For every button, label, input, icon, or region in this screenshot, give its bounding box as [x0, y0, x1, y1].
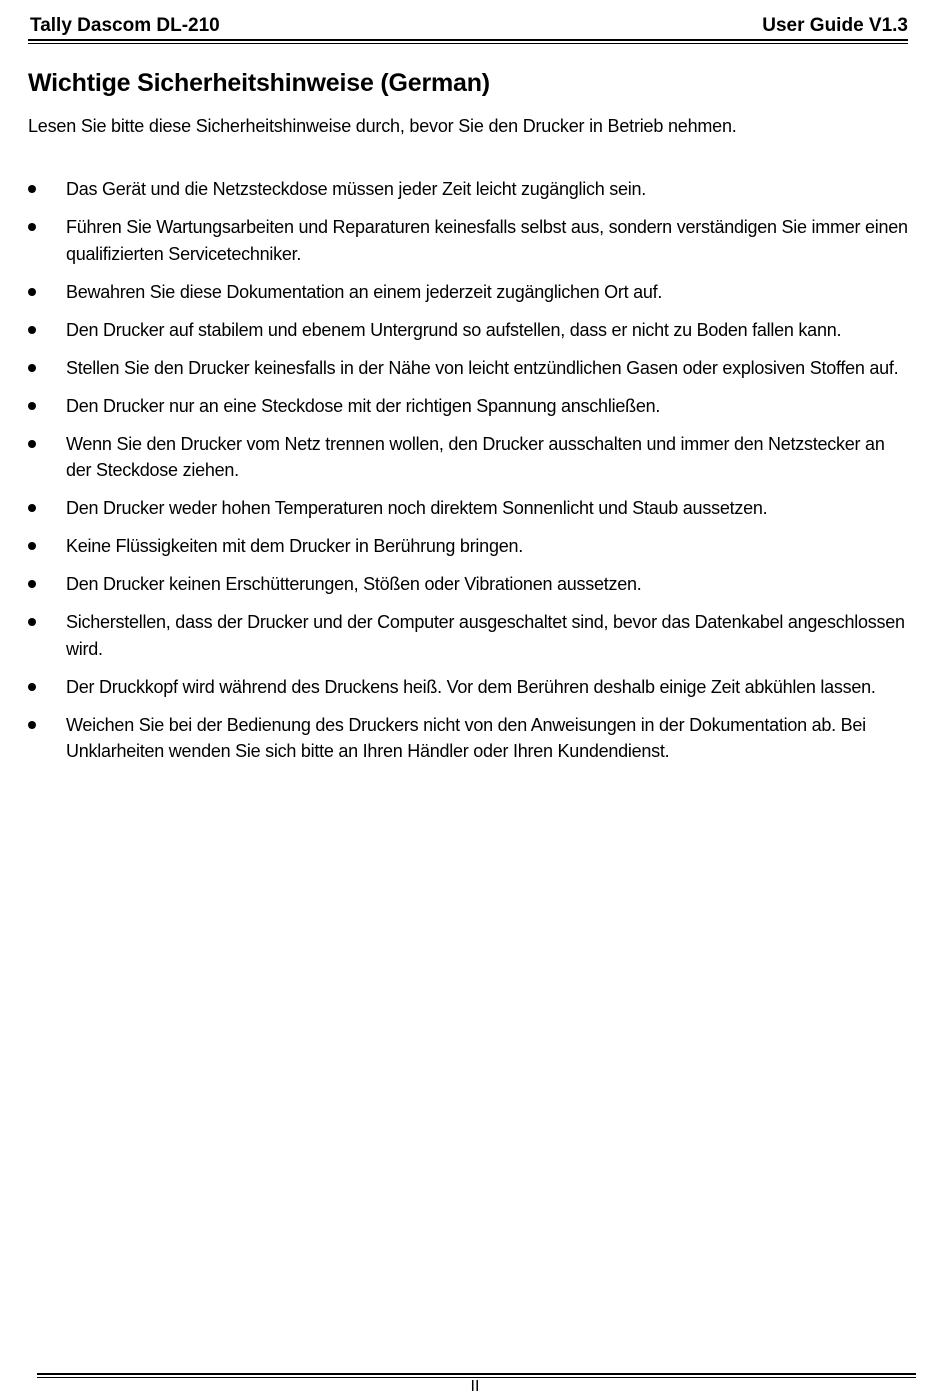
list-item	[28, 214, 914, 267]
list-item-text: Wenn Sie den Drucker vom Netz trennen wollen, den Drucker ausschalten und immer den Netzstecker an der Steckdose ziehen.	[66, 433, 885, 480]
list-item	[28, 355, 914, 382]
list-item-text: Stellen Sie den Drucker keinesfalls in der Nähe von leicht entzündlichen Gasen oder explosiven Stoffen auf.	[66, 357, 899, 378]
list-item	[28, 393, 914, 420]
intro-paragraph: Lesen Sie bitte diese Sicherheitshinweise durch, bevor Sie den Drucker in Betrieb nehmen.	[28, 116, 737, 136]
list-item	[28, 571, 914, 598]
header-product-name: Tally Dascom DL-210	[30, 15, 220, 36]
bullet-icon	[28, 618, 36, 626]
safety-instructions-list	[28, 176, 914, 776]
list-item-text: Den Drucker keinen Erschütterungen, Stößen oder Vibrationen aussetzen.	[66, 574, 642, 594]
bullet-icon	[28, 683, 36, 691]
bullet-icon	[28, 326, 36, 334]
list-item-text: Weichen Sie bei der Bedienung des Druckers nicht von den Anweisungen in der Dokumentation ab. Bei Unklarheiten wenden Sie sich bitte an Ihren Händler oder Ihren Kundendienst.	[66, 714, 866, 761]
list-item	[28, 495, 914, 522]
header-divider	[28, 39, 908, 44]
page-number: II	[470, 1378, 480, 1395]
bullet-icon	[28, 185, 36, 193]
bullet-icon	[28, 440, 36, 448]
list-item	[28, 609, 914, 662]
list-item	[28, 317, 914, 344]
bullet-icon	[28, 223, 36, 231]
bullet-icon	[28, 542, 36, 550]
list-item-text: Den Drucker nur an eine Steckdose mit der richtigen Spannung anschließen.	[66, 395, 661, 416]
header-document-version: User Guide V1.3	[762, 15, 908, 36]
section-title: Wichtige Sicherheitshinweise (German)	[28, 69, 490, 97]
list-item	[28, 279, 914, 306]
list-item	[28, 431, 914, 484]
list-item-text: Bewahren Sie diese Dokumentation an einem jederzeit zugänglichen Ort auf.	[66, 281, 663, 302]
list-item-text: Den Drucker weder hohen Temperaturen noch direktem Sonnenlicht und Staub aussetzen.	[66, 498, 768, 518]
list-item-text: Führen Sie Wartungsarbeiten und Reparaturen keinesfalls selbst aus, sondern verständigen Sie immer einen qualifizierten Servicetechniker.	[66, 217, 908, 264]
bullet-icon	[28, 504, 36, 512]
bullet-icon	[28, 721, 36, 729]
list-item	[28, 176, 914, 203]
list-item-text: Keine Flüssigkeiten mit dem Drucker in Berührung bringen.	[66, 536, 523, 556]
page-header	[28, 14, 908, 38]
list-item	[28, 674, 914, 701]
list-item-text: Der Druckkopf wird während des Druckens heiß. Vor dem Berühren deshalb einige Zeit abkühlen lassen.	[66, 676, 876, 697]
list-item-text: Sicherstellen, dass der Drucker und der Computer ausgeschaltet sind, bevor das Datenkabel angeschlossen wird.	[66, 612, 905, 659]
bullet-icon	[28, 364, 36, 372]
bullet-icon	[28, 288, 36, 296]
list-item-text: Den Drucker auf stabilem und ebenem Untergrund so aufstellen, dass er nicht zu Boden fallen kann.	[66, 319, 842, 340]
list-item	[28, 533, 914, 560]
list-item	[28, 712, 914, 765]
list-item-text: Das Gerät und die Netzsteckdose müssen jeder Zeit leicht zugänglich sein.	[66, 179, 647, 199]
bullet-icon	[28, 580, 36, 588]
bullet-icon	[28, 402, 36, 410]
